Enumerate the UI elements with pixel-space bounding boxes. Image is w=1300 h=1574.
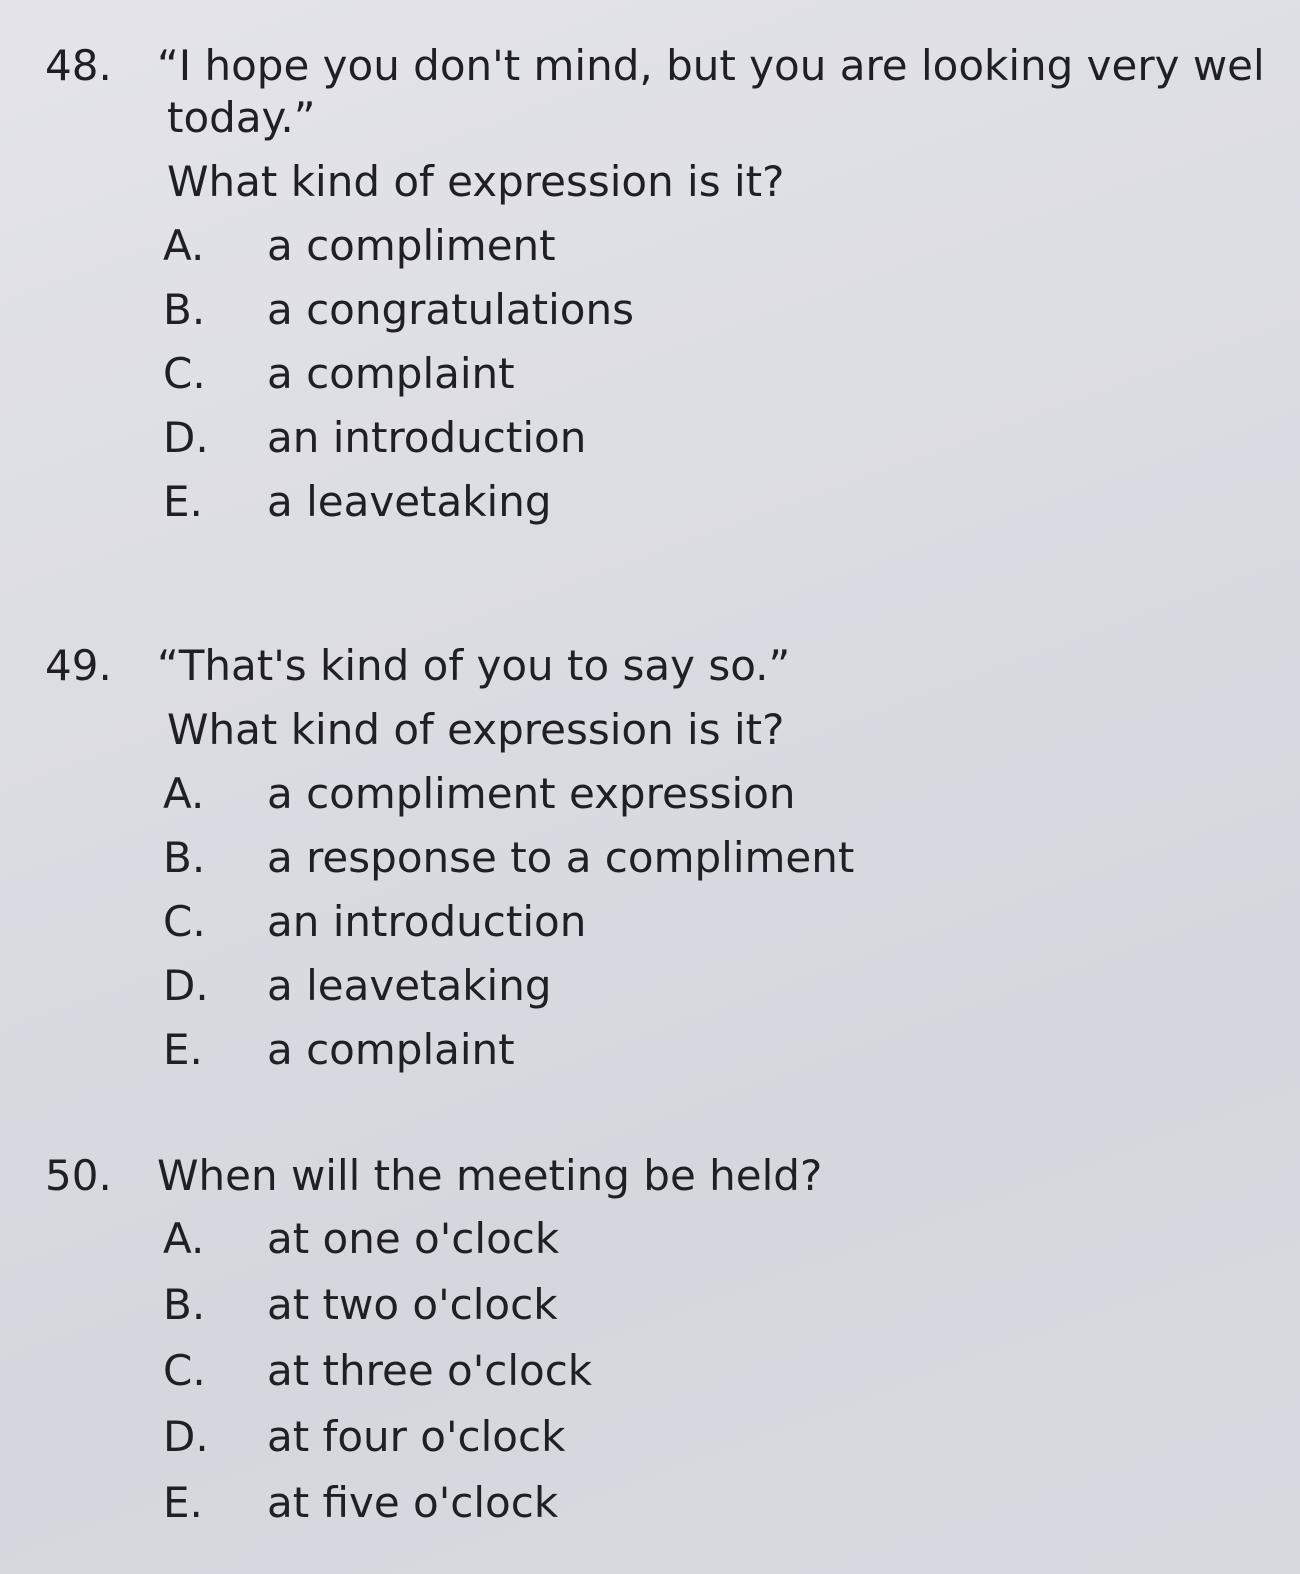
question-number: 48. xyxy=(45,41,112,90)
option-text: an introduction xyxy=(267,897,587,946)
option-c[interactable] xyxy=(163,890,1285,954)
option-c[interactable] xyxy=(163,342,1285,406)
option-b[interactable] xyxy=(163,278,1285,342)
option-text: an introduction xyxy=(267,413,587,462)
option-d[interactable] xyxy=(163,1404,1285,1470)
option-d[interactable] xyxy=(163,954,1285,1018)
option-letter: D. xyxy=(163,1412,209,1461)
option-b[interactable] xyxy=(163,1272,1285,1338)
option-letter: B. xyxy=(163,1280,206,1329)
option-letter: E. xyxy=(163,1025,203,1074)
option-text: a congratulations xyxy=(267,285,634,334)
option-letter: A. xyxy=(163,221,205,270)
question-50 xyxy=(45,1150,1285,1536)
option-letter: C. xyxy=(163,1346,206,1395)
question-49 xyxy=(45,640,1285,1082)
option-e[interactable] xyxy=(163,1018,1285,1082)
option-text: a response to a compliment xyxy=(267,833,855,882)
question-stem xyxy=(45,640,1285,692)
answer-options xyxy=(45,214,1285,534)
answer-options xyxy=(45,1206,1285,1536)
option-text: a compliment xyxy=(267,221,556,270)
question-stem xyxy=(45,40,1285,92)
question-text: “That's kind of you to say so.” xyxy=(157,641,791,690)
question-number: 50. xyxy=(45,1151,112,1200)
option-text: a leavetaking xyxy=(267,477,552,526)
option-letter: A. xyxy=(163,769,205,818)
question-text: “I hope you don't mind, but you are looking very wel xyxy=(157,41,1265,90)
option-letter: D. xyxy=(163,413,209,462)
question-number: 49. xyxy=(45,641,112,690)
option-letter: E. xyxy=(163,477,203,526)
option-text: a complaint xyxy=(267,1025,515,1074)
option-letter: B. xyxy=(163,285,206,334)
option-text: at one o'clock xyxy=(267,1214,560,1263)
option-b[interactable] xyxy=(163,826,1285,890)
option-d[interactable] xyxy=(163,406,1285,470)
option-e[interactable] xyxy=(163,1470,1285,1536)
option-letter: B. xyxy=(163,833,206,882)
question-stem xyxy=(45,1150,1285,1202)
option-a[interactable] xyxy=(163,214,1285,278)
option-letter: C. xyxy=(163,897,206,946)
option-text: a leavetaking xyxy=(267,961,552,1010)
option-text: a complaint xyxy=(267,349,515,398)
option-text: at five o'clock xyxy=(267,1478,559,1527)
option-letter: A. xyxy=(163,1214,205,1263)
question-48 xyxy=(45,40,1285,534)
question-text-continued: today.” xyxy=(167,93,316,142)
question-prompt: What kind of expression is it? xyxy=(167,157,785,206)
option-text: at three o'clock xyxy=(267,1346,593,1395)
option-letter: E. xyxy=(163,1478,203,1527)
option-a[interactable] xyxy=(163,762,1285,826)
answer-options xyxy=(45,762,1285,1082)
option-text: at four o'clock xyxy=(267,1412,566,1461)
option-text: at two o'clock xyxy=(267,1280,558,1329)
option-e[interactable] xyxy=(163,470,1285,534)
option-letter: C. xyxy=(163,349,206,398)
option-text: a compliment expression xyxy=(267,769,796,818)
question-text: When will the meeting be held? xyxy=(157,1151,823,1200)
option-letter: D. xyxy=(163,961,209,1010)
option-a[interactable] xyxy=(163,1206,1285,1272)
question-prompt: What kind of expression is it? xyxy=(167,705,785,754)
option-c[interactable] xyxy=(163,1338,1285,1404)
